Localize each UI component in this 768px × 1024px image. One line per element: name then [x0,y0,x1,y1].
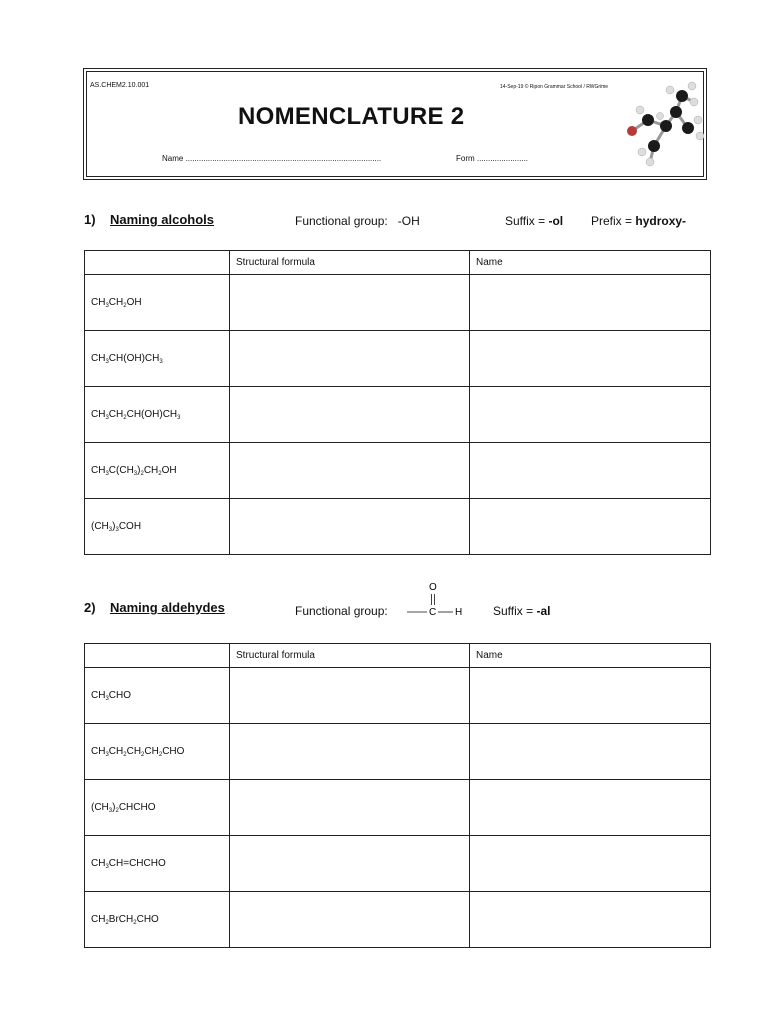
section-2-title: Naming aldehydes [110,600,225,615]
formula-text: OH [126,297,142,308]
formula-text: CHCHO [118,802,156,813]
formula-text: CH [126,746,142,757]
section-2-functional-group-label: Functional group: [295,604,388,618]
name-answer[interactable] [470,387,711,443]
formula-subscript: 2 [133,920,137,926]
suffix-label: Suffix = [505,214,549,228]
table-row [85,668,711,724]
formula-cell [85,331,230,387]
formula-text: CHO [136,914,159,925]
formula-text: CH [108,297,124,308]
aldehyde-hydrogen: H [455,607,463,618]
formula-subscript: 3 [115,527,119,533]
formula-text: CH [91,690,106,701]
name-answer[interactable] [470,892,711,948]
formula-subscript: 3 [105,359,109,365]
table-row [85,443,711,499]
formula-text: CHO [108,690,132,701]
formula-text: CH [91,914,106,925]
alcohols-table [84,250,711,555]
formula-cell [85,275,230,331]
table-row [85,836,711,892]
formula-text: CH [144,746,159,757]
aldehyde-oxygen: O [429,582,437,593]
fg-value: -OH [397,214,420,228]
formula-subscript: 3 [105,696,109,702]
formula-cell [85,443,230,499]
formula-cell [85,892,230,948]
name-answer[interactable] [470,443,711,499]
date-credit: 14-Sep-19 © Ripon Grammar School / RWGrime [500,84,609,90]
formula-subscript: 3 [105,303,109,309]
formula-text: CHO [162,746,185,757]
structural-formula-answer[interactable] [230,668,470,724]
suffix-value: -al [536,604,551,618]
formula-text: ) [137,465,141,476]
formula-text: ) [112,802,116,813]
prefix-label: Prefix = [591,214,636,228]
formula-text: (CH [91,521,109,532]
formula-text: CH [143,465,159,476]
aldehyde-group-diagram [405,578,467,618]
prefix-value: hydroxy- [635,214,687,228]
formula-subscript: 2 [123,415,127,421]
name-answer[interactable] [470,836,711,892]
formula-cell [85,668,230,724]
header-blank [85,644,230,668]
formula-text: CH(OH)CH [126,409,178,420]
formula-text: CH [91,353,106,364]
formula-text: CH [108,409,124,420]
section-1-title: Naming alcohols [110,212,215,227]
table-row [85,780,711,836]
page-title: NOMENCLATURE 2 [238,103,465,130]
header-name: Name [470,251,711,275]
suffix-label: Suffix = [493,604,537,618]
header-blank [85,251,230,275]
formula-subscript: 3 [105,415,109,421]
formula-subscript: 3 [133,471,138,477]
section-1-functional-group [295,214,420,228]
table-row [85,892,711,948]
structural-formula-answer[interactable] [230,724,470,780]
formula-text: BrCH [108,914,134,925]
section-2-number: 2) [84,600,96,615]
formula-subscript: 2 [158,471,162,477]
suffix-value: -ol [548,214,564,228]
formula-subscript: 3 [105,752,109,758]
section-1-heading [84,212,214,227]
structural-formula-answer[interactable] [230,443,470,499]
formula-cell [85,724,230,780]
formula-text: CH [91,746,106,757]
formula-cell [85,836,230,892]
formula-text: CH [91,409,106,420]
structural-formula-answer[interactable] [230,499,470,555]
table-row [85,275,711,331]
table-row [85,724,711,780]
formula-subscript: 2 [123,752,127,758]
formula-text: (CH [91,802,109,813]
formula-subscript: 3 [105,864,109,870]
formula-subscript: 3 [105,471,109,477]
formula-subscript: 2 [158,752,163,758]
formula-subscript: 2 [141,752,145,758]
formula-text: CH=CHCHO [108,858,166,869]
structural-formula-answer[interactable] [230,780,470,836]
formula-text: ) [112,521,116,532]
name-answer[interactable] [470,275,711,331]
header-structural-formula: Structural formula [230,644,470,668]
name-field[interactable]: Name ........................................................................................ [162,154,382,163]
structural-formula-answer[interactable] [230,331,470,387]
section-1-prefix [591,214,686,228]
structural-formula-answer[interactable] [230,275,470,331]
structural-formula-answer[interactable] [230,387,470,443]
formula-text: CH [91,297,106,308]
molecule-model-image [620,76,706,170]
formula-text: C(CH [108,465,134,476]
aldehydes-table [84,643,711,948]
formula-text: CH [91,858,106,869]
name-answer[interactable] [470,780,711,836]
structural-formula-answer[interactable] [230,836,470,892]
formula-text: COH [118,521,142,532]
section-1-suffix [505,214,563,228]
formula-subscript: 3 [108,808,113,814]
formula-subscript: 2 [123,303,127,309]
aldehyde-carbon: C [429,607,437,618]
header-structural-formula: Structural formula [230,251,470,275]
formula-subscript: 3 [108,527,113,533]
formula-subscript: 2 [115,808,119,814]
name-answer[interactable] [470,724,711,780]
formula-cell [85,780,230,836]
table-row [85,387,711,443]
formula-text: OH [161,465,177,476]
section-2-heading [84,600,225,615]
name-answer[interactable] [470,668,711,724]
formula-text: CH(OH)CH [108,353,160,364]
form-field[interactable]: Form ....................... [456,154,529,163]
table-row [85,499,711,555]
formula-text: CH [91,465,106,476]
section-1-number: 1) [84,212,96,227]
formula-text: CH [108,746,124,757]
formula-cell [85,387,230,443]
section-2-suffix [493,604,551,618]
header-name: Name [470,644,711,668]
formula-subscript: 2 [140,471,144,477]
structural-formula-answer[interactable] [230,892,470,948]
formula-subscript: 3 [159,359,163,365]
table-row [85,331,711,387]
name-answer[interactable] [470,331,711,387]
document-code: AS.CHEM2.10.001 [90,82,150,89]
name-answer[interactable] [470,499,711,555]
formula-subscript: 3 [177,415,181,421]
formula-subscript: 2 [105,920,109,926]
fg-label: Functional group: [295,214,388,228]
formula-cell [85,499,230,555]
